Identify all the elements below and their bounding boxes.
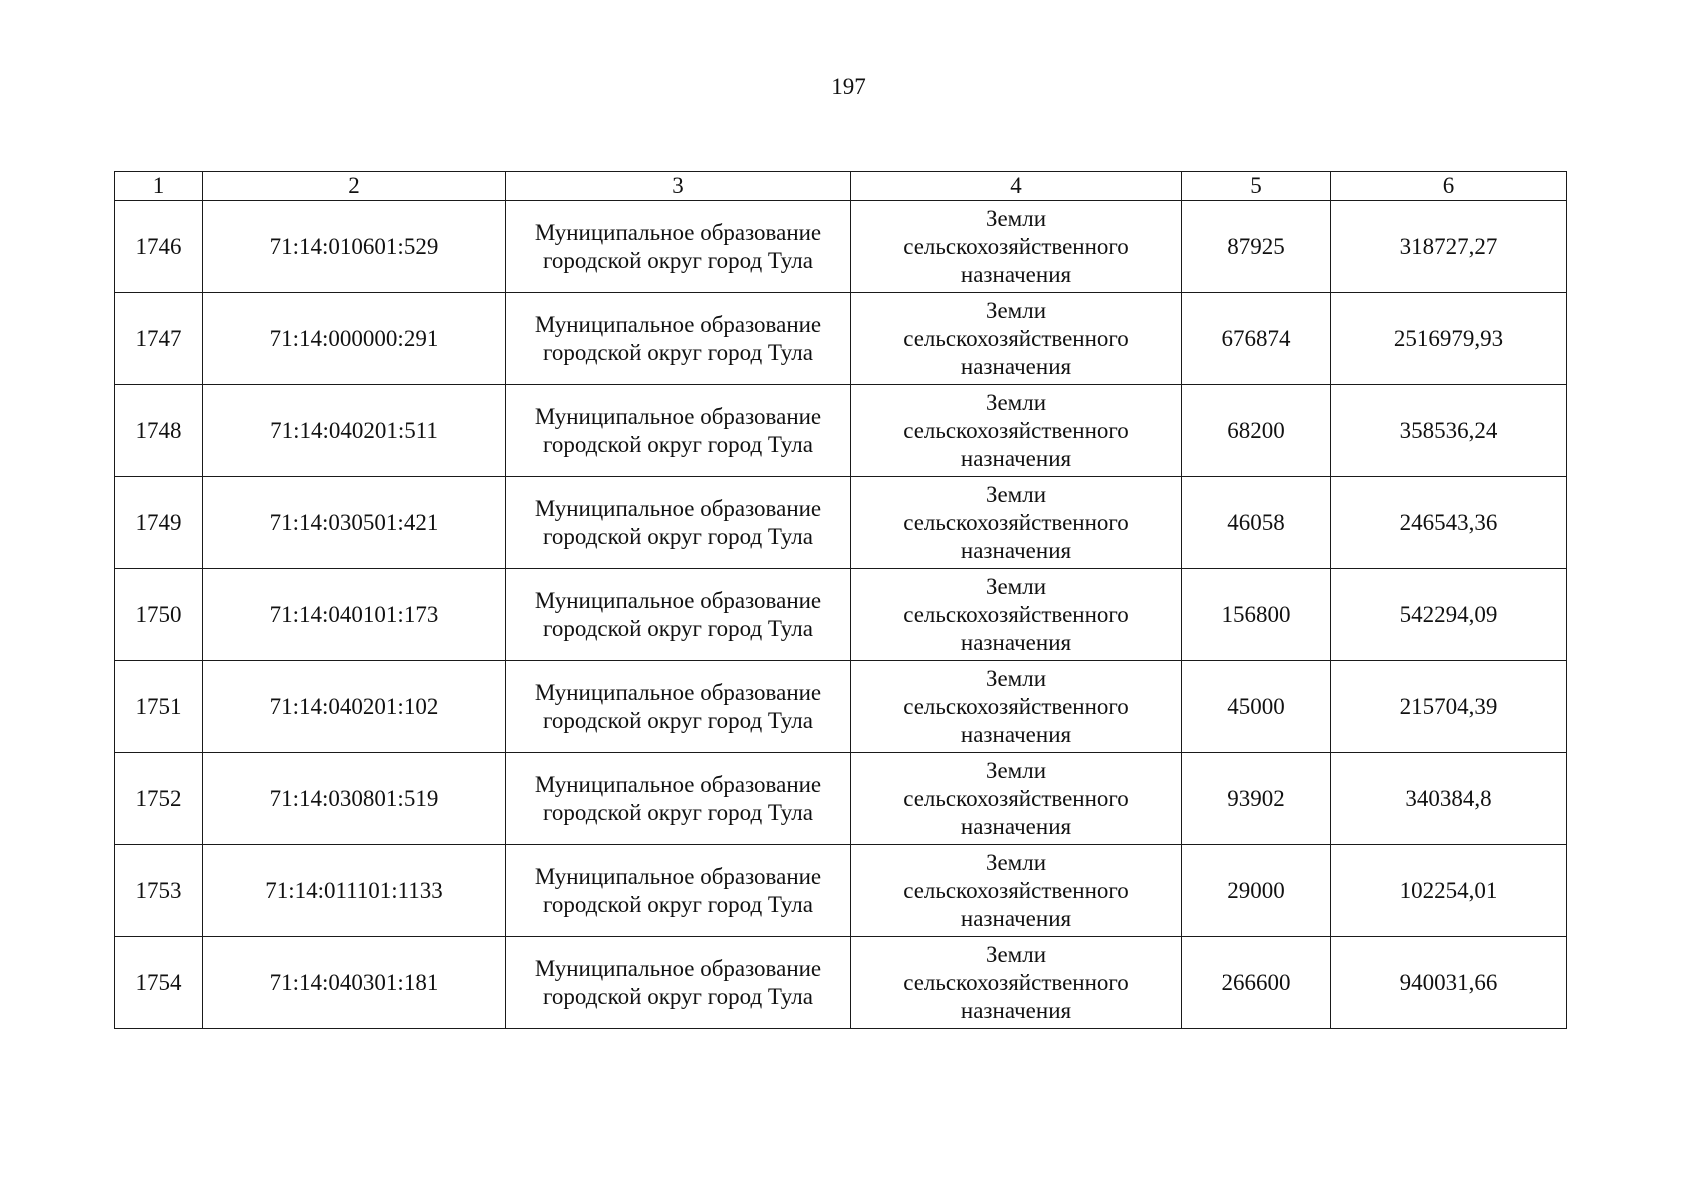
area-value: 45000 <box>1182 661 1331 753</box>
owner-cell <box>506 845 851 937</box>
cadastral-value: 542294,09 <box>1331 569 1567 661</box>
category-line: назначения <box>960 905 1072 931</box>
category-line: назначения <box>960 445 1072 471</box>
category-line: Земли <box>985 297 1047 323</box>
category-line: сельскохозяйственного <box>903 969 1129 995</box>
table-header <box>115 172 1567 201</box>
cadastral-value: 358536,24 <box>1331 385 1567 477</box>
category-line: сельскохозяйственного <box>903 693 1129 719</box>
header-row <box>115 172 1567 201</box>
cadastral-number: 71:14:030501:421 <box>203 477 506 569</box>
cadastral-value: 102254,01 <box>1331 845 1567 937</box>
cadastral-number: 71:14:040201:102 <box>203 661 506 753</box>
cadastral-value: 340384,8 <box>1331 753 1567 845</box>
category-line: Земли <box>985 389 1047 415</box>
cadastral-number: 71:14:040301:181 <box>203 937 506 1029</box>
owner-cell <box>506 937 851 1029</box>
category-line: назначения <box>960 721 1072 747</box>
category-line: назначения <box>960 353 1072 379</box>
owner-line: городской округ город Тула <box>543 983 813 1009</box>
table-row <box>115 385 1567 477</box>
category-line: сельскохозяйственного <box>903 233 1129 259</box>
category-line: Земли <box>985 941 1047 967</box>
row-number: 1752 <box>115 753 203 845</box>
cadastral-value: 318727,27 <box>1331 201 1567 293</box>
owner-line: Муниципальное образование <box>534 955 822 981</box>
land-category-cell <box>851 201 1182 293</box>
table-row <box>115 293 1567 385</box>
owner-cell <box>506 385 851 477</box>
owner-cell <box>506 201 851 293</box>
cadastral-value: 246543,36 <box>1331 477 1567 569</box>
category-line: Земли <box>985 481 1047 507</box>
category-line: назначения <box>960 813 1072 839</box>
row-number: 1750 <box>115 569 203 661</box>
column-header-4: 4 <box>851 172 1182 201</box>
owner-line: городской округ город Тула <box>543 707 813 733</box>
cadastral-number: 71:14:040101:173 <box>203 569 506 661</box>
owner-cell <box>506 661 851 753</box>
cadastral-number: 71:14:000000:291 <box>203 293 506 385</box>
row-number: 1751 <box>115 661 203 753</box>
owner-cell <box>506 477 851 569</box>
category-line: Земли <box>985 573 1047 599</box>
cadastral-number: 71:14:011101:1133 <box>203 845 506 937</box>
column-header-2: 2 <box>203 172 506 201</box>
cadastral-number: 71:14:010601:529 <box>203 201 506 293</box>
table-row <box>115 753 1567 845</box>
cadastral-number: 71:14:040201:511 <box>203 385 506 477</box>
owner-line: Муниципальное образование <box>534 495 822 521</box>
owner-cell <box>506 753 851 845</box>
owner-line: Муниципальное образование <box>534 771 822 797</box>
category-line: Земли <box>985 205 1047 231</box>
owner-line: городской округ город Тула <box>543 431 813 457</box>
owner-line: Муниципальное образование <box>534 311 822 337</box>
area-value: 29000 <box>1182 845 1331 937</box>
owner-line: городской округ город Тула <box>543 247 813 273</box>
category-line: сельскохозяйственного <box>903 785 1129 811</box>
category-line: сельскохозяйственного <box>903 601 1129 627</box>
land-category-cell <box>851 569 1182 661</box>
column-header-1: 1 <box>115 172 203 201</box>
area-value: 93902 <box>1182 753 1331 845</box>
area-value: 68200 <box>1182 385 1331 477</box>
area-value: 46058 <box>1182 477 1331 569</box>
owner-line: городской округ город Тула <box>543 523 813 549</box>
category-line: Земли <box>985 849 1047 875</box>
table-row <box>115 845 1567 937</box>
column-header-5: 5 <box>1182 172 1331 201</box>
land-category-cell <box>851 661 1182 753</box>
table-row <box>115 201 1567 293</box>
area-value: 676874 <box>1182 293 1331 385</box>
page-number: 197 <box>831 74 866 99</box>
land-register-table <box>114 171 1567 1029</box>
category-line: Земли <box>985 757 1047 783</box>
table-row <box>115 477 1567 569</box>
category-line: назначения <box>960 629 1072 655</box>
cadastral-value: 940031,66 <box>1331 937 1567 1029</box>
table-row <box>115 937 1567 1029</box>
category-line: сельскохозяйственного <box>903 877 1129 903</box>
land-category-cell <box>851 477 1182 569</box>
owner-line: городской округ город Тула <box>543 799 813 825</box>
land-category-cell <box>851 937 1182 1029</box>
owner-cell <box>506 569 851 661</box>
land-category-cell <box>851 845 1182 937</box>
area-value: 266600 <box>1182 937 1331 1029</box>
table-row <box>115 569 1567 661</box>
cadastral-value: 2516979,93 <box>1331 293 1567 385</box>
land-category-cell <box>851 385 1182 477</box>
category-line: сельскохозяйственного <box>903 509 1129 535</box>
category-line: Земли <box>985 665 1047 691</box>
row-number: 1747 <box>115 293 203 385</box>
column-header-3: 3 <box>506 172 851 201</box>
area-value: 156800 <box>1182 569 1331 661</box>
column-header-6: 6 <box>1331 172 1567 201</box>
cadastral-value: 215704,39 <box>1331 661 1567 753</box>
row-number: 1753 <box>115 845 203 937</box>
owner-line: городской округ город Тула <box>543 339 813 365</box>
category-line: назначения <box>960 997 1072 1023</box>
owner-line: Муниципальное образование <box>534 863 822 889</box>
row-number: 1749 <box>115 477 203 569</box>
table-body <box>115 201 1567 1029</box>
land-category-cell <box>851 293 1182 385</box>
table-row <box>115 661 1567 753</box>
owner-line: Муниципальное образование <box>534 587 822 613</box>
category-line: сельскохозяйственного <box>903 417 1129 443</box>
owner-line: Муниципальное образование <box>534 219 822 245</box>
owner-line: Муниципальное образование <box>534 679 822 705</box>
owner-line: Муниципальное образование <box>534 403 822 429</box>
row-number: 1754 <box>115 937 203 1029</box>
category-line: назначения <box>960 261 1072 287</box>
category-line: назначения <box>960 537 1072 563</box>
category-line: сельскохозяйственного <box>903 325 1129 351</box>
row-number: 1748 <box>115 385 203 477</box>
row-number: 1746 <box>115 201 203 293</box>
owner-line: городской округ город Тула <box>543 891 813 917</box>
owner-cell <box>506 293 851 385</box>
area-value: 87925 <box>1182 201 1331 293</box>
owner-line: городской округ город Тула <box>543 615 813 641</box>
land-category-cell <box>851 753 1182 845</box>
cadastral-number: 71:14:030801:519 <box>203 753 506 845</box>
